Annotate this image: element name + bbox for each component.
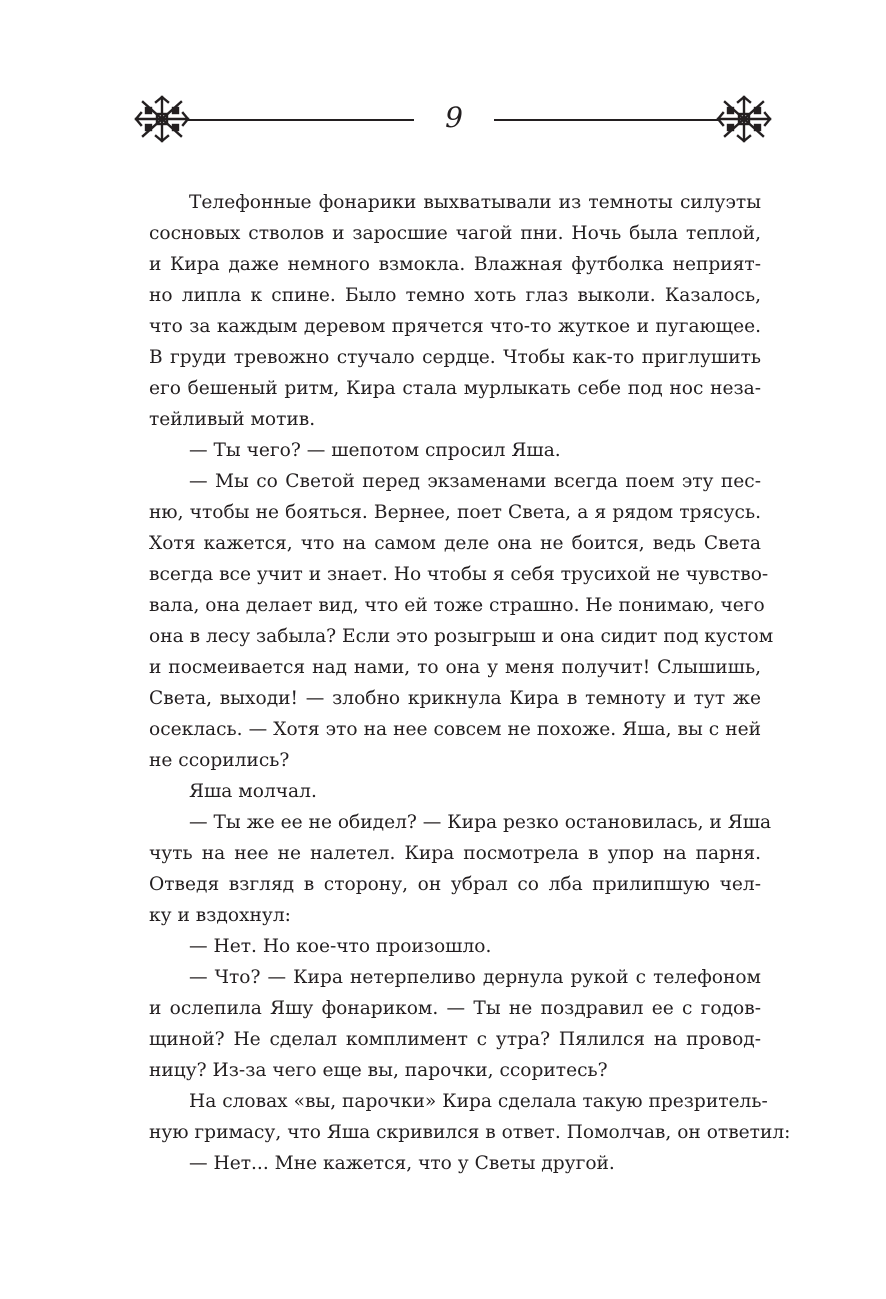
text-line: — Нет. Но кое-что произошло. [189,936,492,957]
text-line: — Что? — Кира нетерпеливо дернула рукой с телефоном [189,967,761,988]
text-line: сосновых стволов и заросшие чагой пни. Ночь была теплой, [149,223,761,244]
text-line: осеклась. — Хотя это на нее совсем не похоже. Яша, вы с ней [149,719,761,740]
text-line: его бешеный ритм, Кира стала мурлыкать себе под нос неза- [149,378,761,399]
text-line: ню, чтобы не бояться. Вернее, поет Света, а я рядом трясусь. [149,502,761,523]
text-line: и посмеивается над нами, то она у меня получит! Слышишь, [149,657,761,678]
header-rule-left [188,119,414,121]
page-number: 9 [445,101,463,134]
text-line: ницу? Из-за чего еще вы, парочки, ссоритесь? [149,1060,608,1081]
text-line: Света, выходи! — злобно крикнула Кира в темноту и тут же [149,688,761,709]
text-line: вала, она делает вид, что ей тоже страшно. Не понимаю, чего [149,595,765,616]
text-line: — Мы со Светой перед экзаменами всегда поем эту пес- [189,471,761,492]
text-line: она в лесу забыла? Если это розыгрыш и она сидит под кустом [149,626,774,647]
page-header [0,94,886,150]
body-text [149,187,791,1179]
text-line: — Ты чего? — шепотом спросил Яша. [189,440,561,461]
text-line: но липла к спине. Было темно хоть глаз выколи. Казалось, [149,285,761,306]
text-line: всегда все учит и знает. Но чтобы я себя трусихой не чувство- [149,564,769,585]
text-line: — Ты же ее не обидел? — Кира резко остановилась, и Яша [189,812,772,833]
text-line: чуть на нее не налетел. Кира посмотрела в упор на парня. [149,843,761,864]
text-line: щиной? Не сделал комплимент с утра? Пялился на провод- [149,1029,761,1050]
text-line: и ослепила Яшу фонариком. — Ты не поздравил ее с годов- [149,998,761,1019]
text-line: — Нет... Мне кажется, что у Светы другой. [189,1153,615,1174]
snowflake-ornament-icon [714,94,774,144]
text-line: ную гримасу, что Яша скривился в ответ. Помолчав, он ответил: [149,1122,791,1143]
text-line: тейливый мотив. [149,409,316,430]
text-line: не ссорились? [149,750,290,771]
text-line: Отведя взгляд в сторону, он убрал со лба прилипшую чел- [149,874,761,895]
text-line: В груди тревожно стучало сердце. Чтобы как-то приглушить [149,347,761,368]
text-line: ку и вздохнул: [149,905,291,926]
text-line: Телефонные фонарики выхватывали из темноты силуэты [189,192,761,213]
text-line: На словах «вы, парочки» Кира сделала такую презритель- [189,1091,768,1112]
text-line: что за каждым деревом прячется что-то жуткое и пугающее. [149,316,761,337]
text-line: и Кира даже немного взмокла. Влажная футболка неприят- [149,254,761,275]
snowflake-ornament-icon [132,94,192,144]
header-rule-right [494,119,720,121]
text-line: Яша молчал. [189,781,317,802]
text-line: Хотя кажется, что на самом деле она не боится, ведь Света [149,533,761,554]
